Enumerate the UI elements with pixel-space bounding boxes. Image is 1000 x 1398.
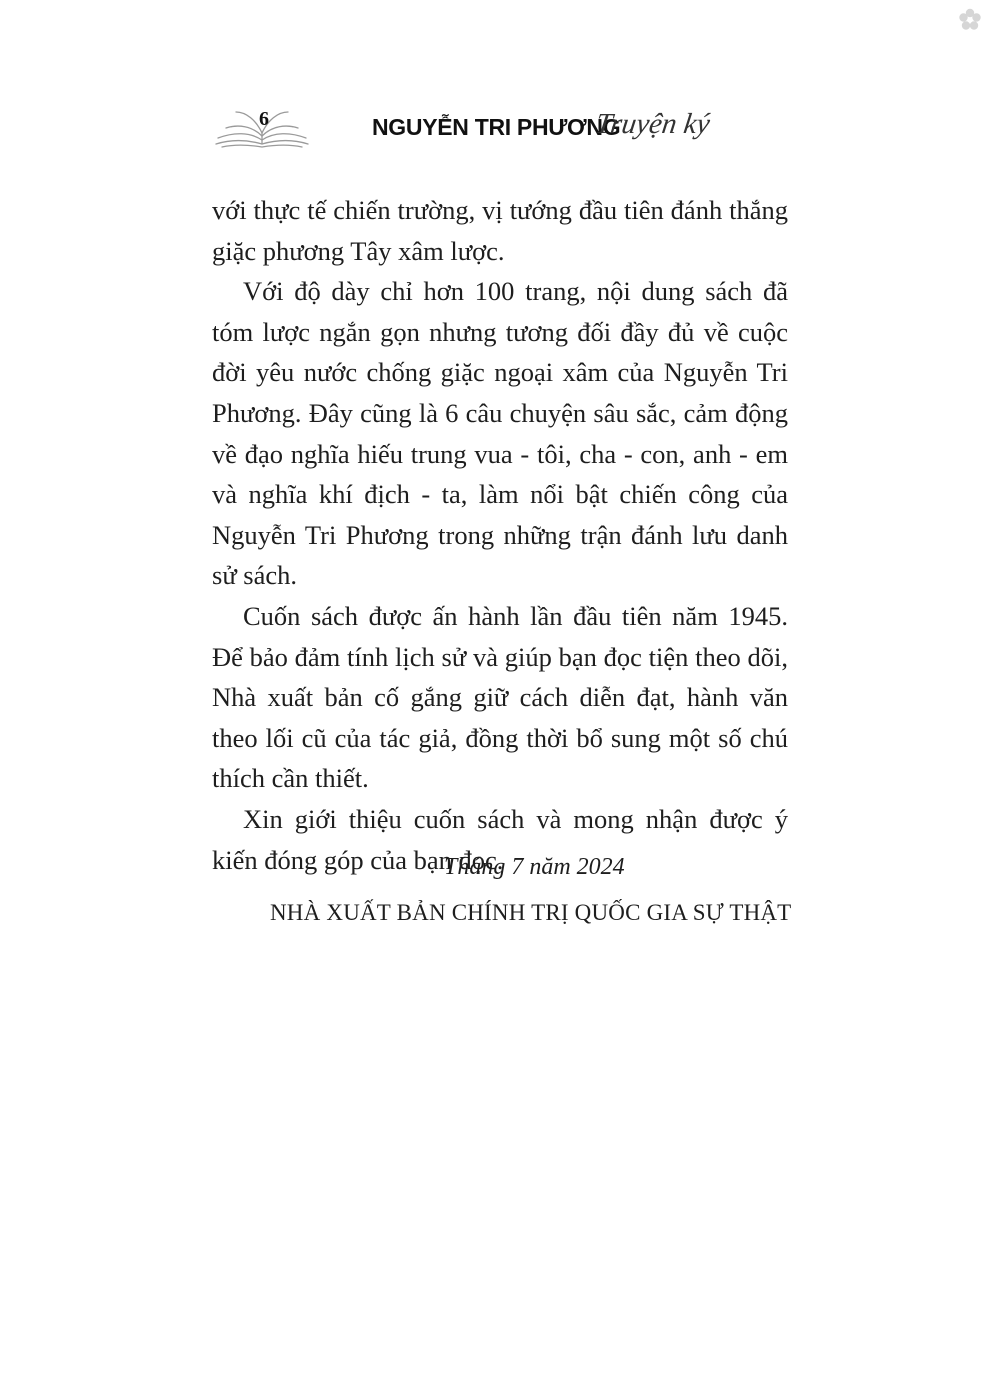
body-text bbox=[212, 190, 788, 880]
paragraph: Với độ dày chỉ hơn 100 trang, nội dung sách đã tóm lược ngắn gọn nhưng tương đối đầy đủ về cuộc đời yêu nước chống giặc ngoại xâm của Nguyễn Tri Phương. Đây cũng là 6 câu chuyện sâu sắc, cảm động về đạo nghĩa hiếu trung vua - tôi, cha - con, anh - em và nghĩa khí địch - ta, làm nổi bật chiến công của Nguyễn Tri Phương trong những trận đánh lưu danh sử sách. bbox=[212, 276, 788, 591]
signature-date: Tháng 7 năm 2024 bbox=[444, 854, 625, 880]
paragraph: Cuốn sách được ấn hành lần đầu tiên năm 1945. Để bảo đảm tính lịch sử và giúp bạn đọc tiện theo dõi, Nhà xuất bản cố gắng giữ cách diễn đạt, hành văn theo lối cũ của tác giả, đồng thời bổ sung một số chú thích cần thiết. bbox=[212, 600, 788, 794]
signature-publisher: NHÀ XUẤT BẢN CHÍNH TRỊ QUỐC GIA SỰ THẬT bbox=[270, 900, 792, 925]
running-title: NGUYỄN TRI PHƯƠNG bbox=[372, 114, 621, 140]
paragraph: với thực tế chiến trường, vị tướng đầu tiên đánh thắng giặc phương Tây xâm lược. bbox=[212, 195, 788, 266]
paragraph: Xin giới thiệu cuốn sách và mong nhận được ý kiến đóng góp của bạn đọc. bbox=[212, 803, 788, 875]
page-number: 6 bbox=[259, 108, 269, 130]
running-subtitle: Truyện ký bbox=[593, 108, 712, 140]
page-header bbox=[212, 96, 792, 156]
flower-watermark-icon bbox=[956, 6, 984, 34]
